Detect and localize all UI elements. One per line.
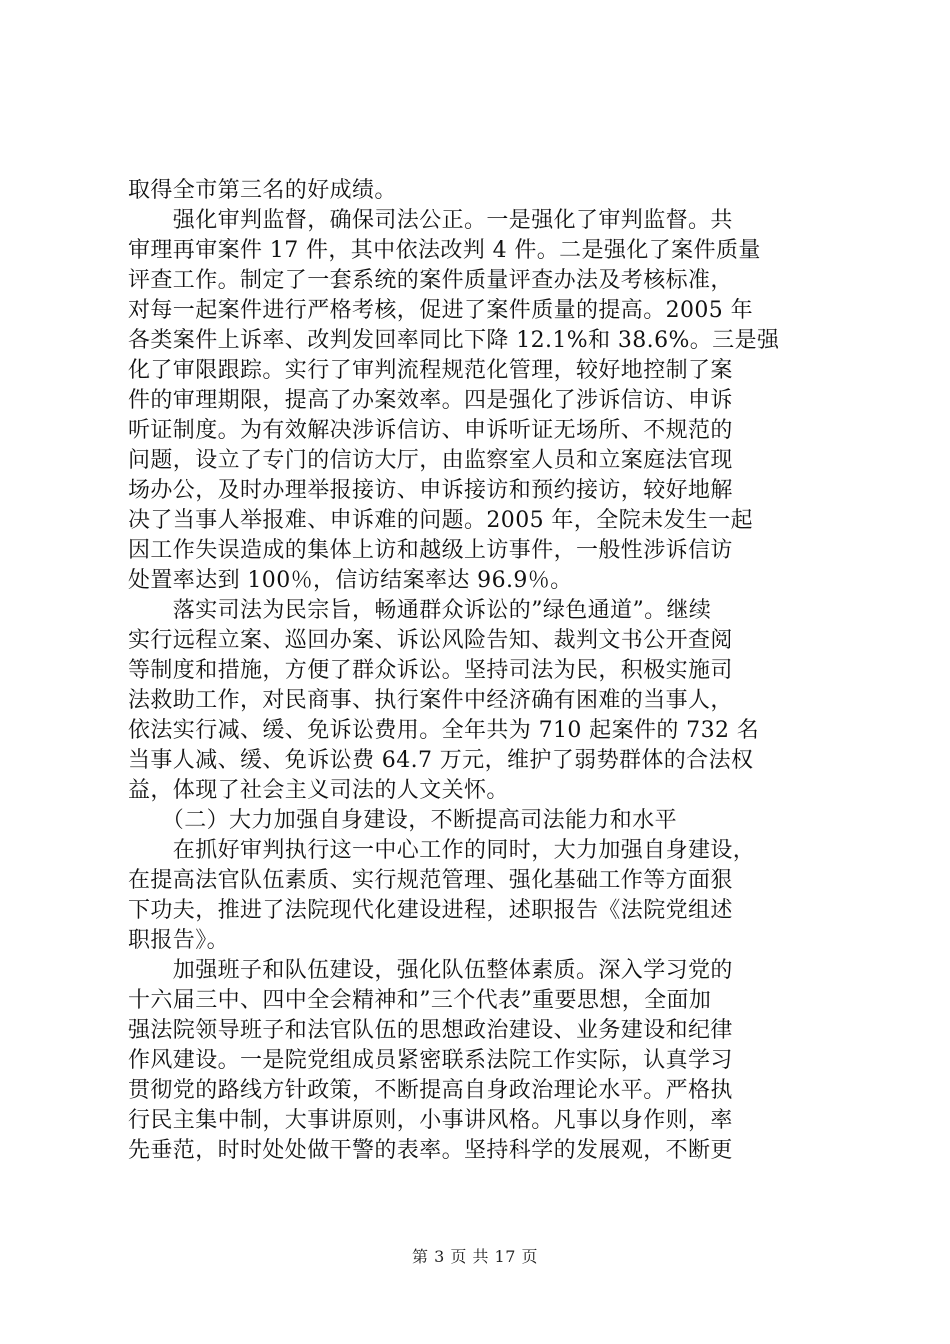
text-line: 行民主集中制，大事讲原则，小事讲风格。凡事以身作则，率 xyxy=(128,1108,733,1133)
text-line: 贯彻党的路线方针政策，不断提高自身政治理论水平。严格执 xyxy=(128,1078,733,1103)
text-line: 实行远程立案、巡回办案、诉讼风险告知、裁判文书公开查阅 xyxy=(128,628,733,653)
text-line: 在提高法官队伍素质、实行规范管理、强化基础工作等方面狠 xyxy=(128,868,733,893)
text-line: 落实司法为民宗旨，畅通群众诉讼的”绿色通道”。继续 xyxy=(128,598,712,623)
text-line: 处置率达到 100％，信访结案率达 96.9％。 xyxy=(128,568,573,593)
text-line: 化了审限跟踪。实行了审判流程规范化管理，较好地控制了案 xyxy=(128,358,733,383)
text-line: 对每一起案件进行严格考核，促进了案件质量的提高。2005 年 xyxy=(128,298,753,323)
text-line: 益，体现了社会主义司法的人文关怀。 xyxy=(128,778,509,803)
text-line: 件的审理期限，提高了办案效率。四是强化了涉诉信访、申诉 xyxy=(128,388,733,413)
body-text xyxy=(128,176,828,1166)
text-line: 场办公，及时办理举报接访、申诉接访和预约接访，较好地解 xyxy=(128,478,733,503)
text-line: 法救助工作，对民商事、执行案件中经济确有困难的当事人， xyxy=(128,688,733,713)
page-number-label: 第 3 页 共 17 页 xyxy=(412,1247,538,1266)
text-line: 取得全市第三名的好成绩。 xyxy=(128,178,397,203)
text-line: 评查工作。制定了一套系统的案件质量评查办法及考核标准， xyxy=(128,268,733,293)
text-line: 审理再审案件 17 件，其中依法改判 4 件。二是强化了案件质量 xyxy=(128,238,761,263)
text-line: 作风建设。一是院党组成员紧密联系法院工作实际，认真学习 xyxy=(128,1048,733,1073)
text-line: 先垂范，时时处处做干警的表率。坚持科学的发展观，不断更 xyxy=(128,1138,733,1163)
text-line: 因工作失误造成的集体上访和越级上访事件，一般性涉诉信访 xyxy=(128,538,733,563)
text-line: 决了当事人举报难、申诉难的问题。2005 年，全院未发生一起 xyxy=(128,508,753,533)
text-line: 加强班子和队伍建设，强化队伍整体素质。深入学习党的 xyxy=(128,958,733,983)
section-heading: （二）大力加强自身建设，不断提高司法能力和水平 xyxy=(128,808,678,833)
text-line: 听证制度。为有效解决涉诉信访、申诉听证无场所、不规范的 xyxy=(128,418,733,443)
text-line: 问题，设立了专门的信访大厅，由监察室人员和立案庭法官现 xyxy=(128,448,733,473)
text-line: 职报告》。 xyxy=(128,928,230,953)
text-line: 在抓好审判执行这一中心工作的同时，大力加强自身建设， xyxy=(128,838,756,863)
text-line: 依法实行减、缓、免诉讼费用。全年共为 710 起案件的 732 名 xyxy=(128,718,760,743)
text-line: 强法院领导班子和法官队伍的思想政治建设、业务建设和纪律 xyxy=(128,1018,733,1043)
text-line: 下功夫，推进了法院现代化建设进程，述职报告《法院党组述 xyxy=(128,898,733,923)
text-line: 十六届三中、四中全会精神和”三个代表”重要思想，全面加 xyxy=(128,988,712,1013)
page-footer xyxy=(0,1244,950,1267)
text-line: 强化审判监督，确保司法公正。一是强化了审判监督。共 xyxy=(128,208,733,233)
text-line: 当事人减、缓、免诉讼费 64.7 万元，维护了弱势群体的合法权 xyxy=(128,748,754,773)
text-line: 等制度和措施，方便了群众诉讼。坚持司法为民，积极实施司 xyxy=(128,658,733,683)
text-line: 各类案件上诉率、改判发回率同比下降 12.1%和 38.6%。三是强 xyxy=(128,328,780,353)
